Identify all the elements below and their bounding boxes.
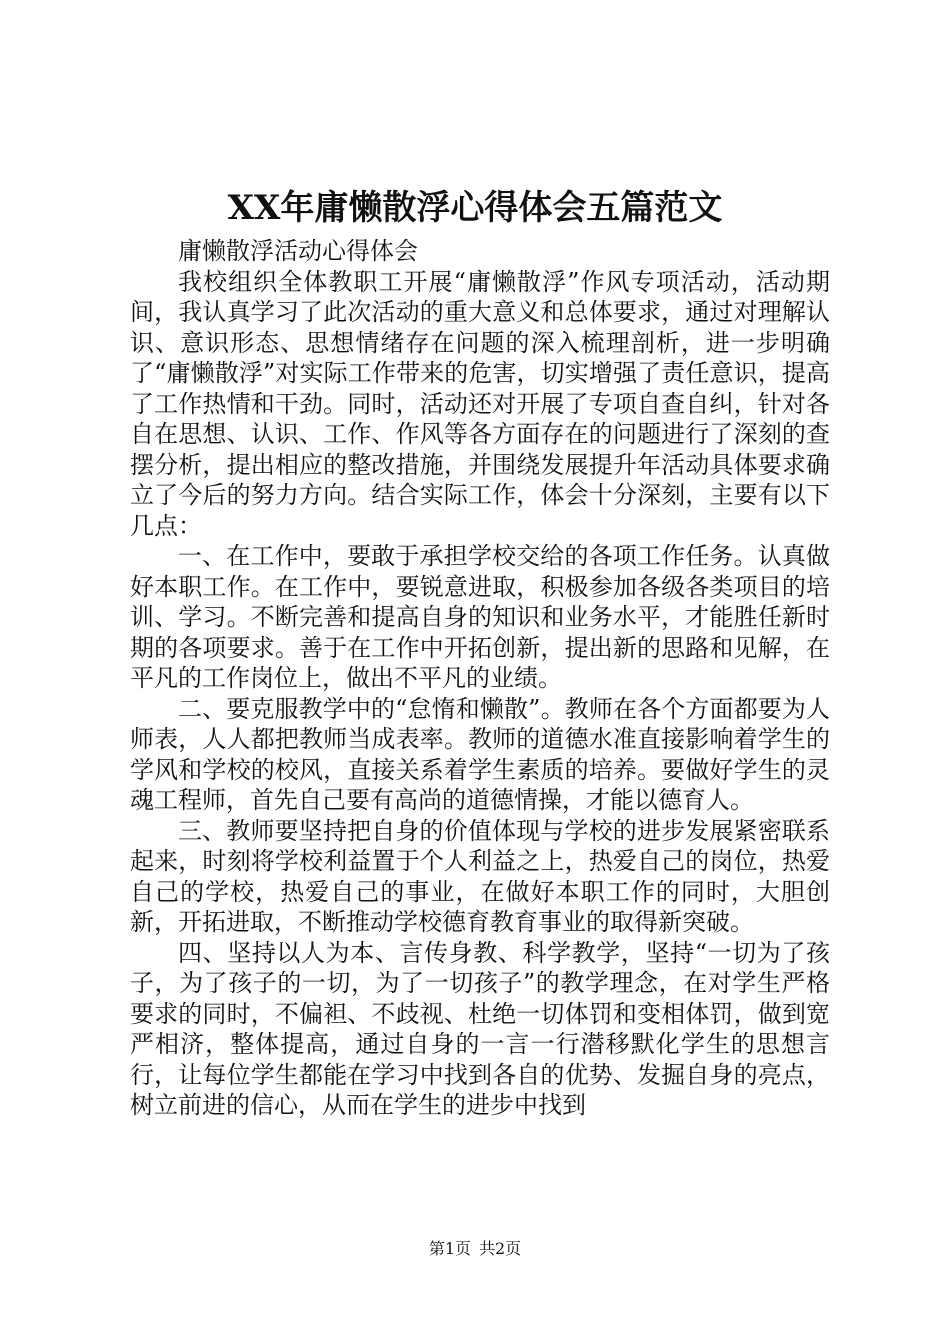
paragraph-intro: 我校组织全体教职工开展“庸懒散浮”作风专项活动，活动期间，我认真学习了此次活动的重大意义和总体要求，通过对理解认识、意识形态、思想情绪存在问题的深入梳理剖析，进一步明确了“庸懒散浮”对实际工作带来的危害，切实增强了责任意识，提高了工作热情和干劲。同时，活动还对开展了专项自查自纠，针对各自在思想、认识、工作、作风等各方面存在的问题进行了深刻的查摆分析，提出相应的整改措施，并围绕发展提升年活动具体要求确立了今后的努力方向。结合实际工作，体会十分深刻，主要有以下几点： xyxy=(130,267,830,540)
page-number-current: 第1页 xyxy=(428,1239,471,1258)
document-subtitle: 庸懒散浮活动心得体会 xyxy=(178,237,418,265)
paragraph-point-4: 四、坚持以人为本、言传身教、科学教学，坚持“一切为了孩子，为了孩子的一切，为了一切孩子”的教学理念，在对学生严格要求的同时，不偏袒、不歧视、杜绝一切体罚和变相体罚，做到宽严相济，整体提高，通过自身的一言一行潜移默化学生的思想言行，让每位学生都能在学习中找到各自的优势、发掘自身的亮点，树立前进的信心，从而在学生的进步中找到 xyxy=(130,938,830,1119)
paragraph-point-3: 三、教师要坚持把自身的价值体现与学校的进步发展紧密联系起来，时刻将学校利益置于个人利益之上，热爱自己的岗位，热爱自己的学校，热爱自己的事业，在做好本职工作的同时，大胆创新，开拓进取，不断推动学校德育教育事业的取得新突破。 xyxy=(130,816,830,936)
page-footer xyxy=(0,1238,950,1260)
page-number-total: 共2页 xyxy=(479,1239,522,1258)
document-body xyxy=(130,236,830,1121)
paragraph-point-1: 一、在工作中，要敢于承担学校交给的各项工作任务。认真做好本职工作。在工作中，要锐意进取，积极参加各级各类项目的培训、学习。不断完善和提高自身的知识和业务水平，才能胜任新时期的各项要求。善于在工作中开拓创新，提出新的思路和见解，在平凡的工作岗位上，做出不平凡的业绩。 xyxy=(130,542,830,692)
paragraph-point-2: 二、要克服教学中的“怠惰和懒散”。教师在各个方面都要为人师表，人人都把教师当成表率。教师的道德水准直接影响着学生的学风和学校的校风，直接关系着学生素质的培养。要做好学生的灵魂工程师，首先自己要有高尚的道德情操，才能以德育人。 xyxy=(130,694,830,814)
document-title: XX年庸懒散浮心得体会五篇范文 xyxy=(227,188,723,228)
